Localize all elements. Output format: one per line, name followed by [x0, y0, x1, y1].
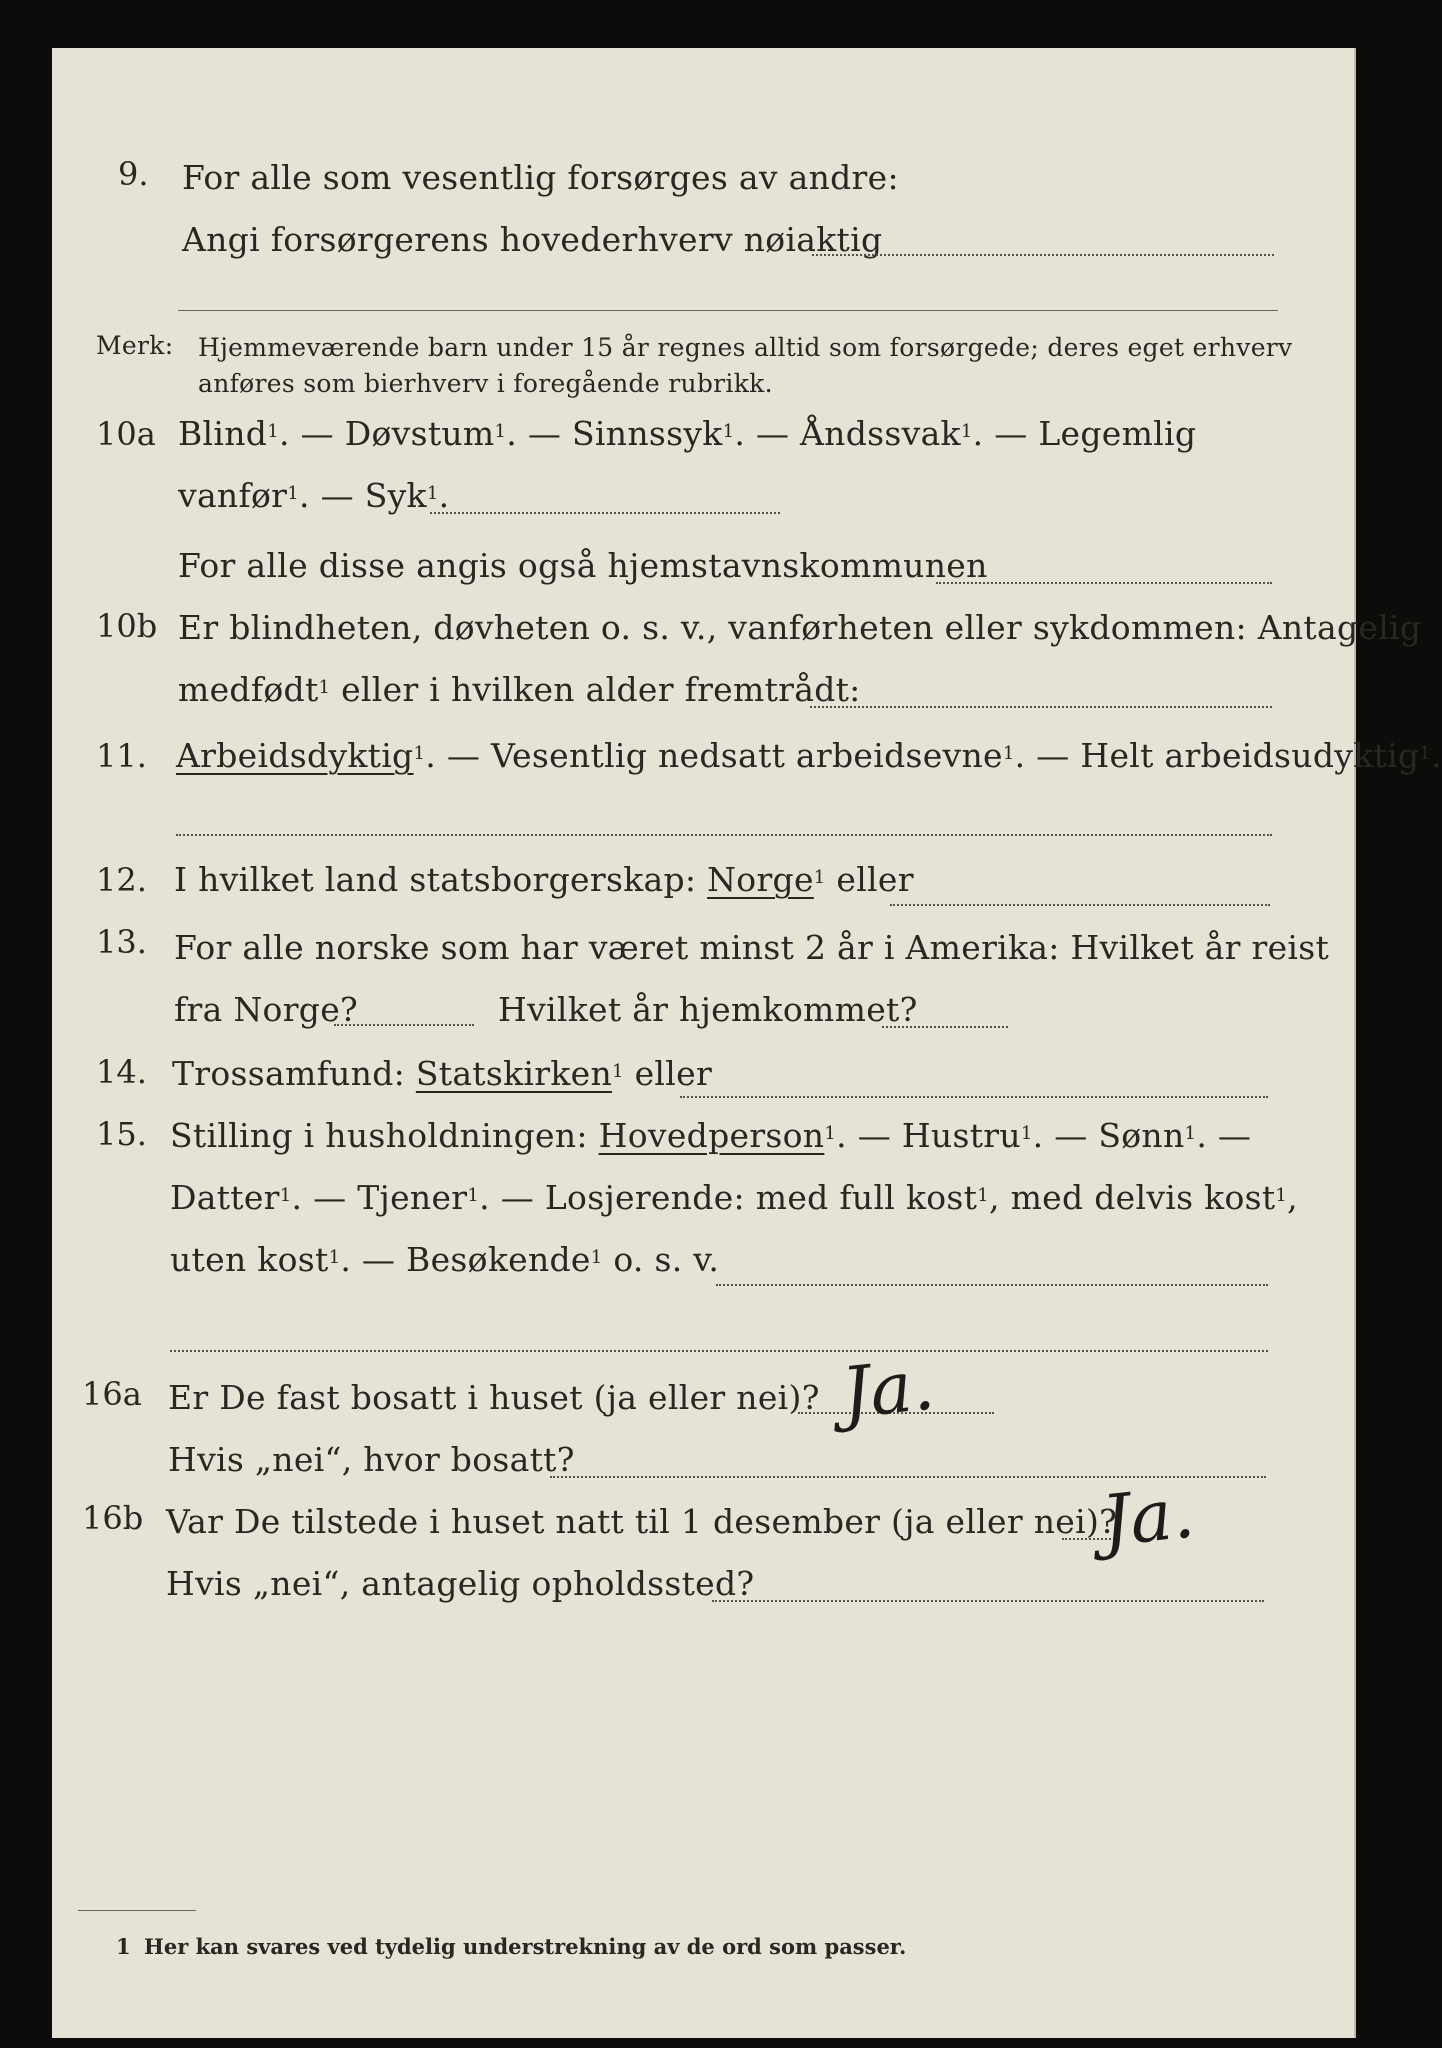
- opt-datter: Datter: [170, 1178, 280, 1217]
- q12-answer-line: [890, 904, 1270, 906]
- opt-arbeidsdyktig: Arbeidsdyktig: [176, 736, 414, 775]
- opt-tjener: Tjener: [357, 1178, 468, 1217]
- opt-besokende: Besøkende: [406, 1240, 591, 1279]
- opt-legemlig: Legemlig: [1038, 414, 1197, 453]
- q9-line2: Angi forsørgerens hovederhverv nøiaktig: [182, 220, 883, 259]
- q10a-number: 10a: [96, 415, 156, 453]
- opt-blind: Blind: [178, 414, 268, 453]
- q9-number: 9.: [118, 155, 149, 193]
- q10a-answer-line: [936, 582, 1272, 584]
- q10a-line2: vanfør$^1$. — Syk$^1$.: [178, 476, 450, 515]
- q12-line: I hvilket land statsborgerskap: Norge$^1$ eller: [174, 860, 914, 899]
- footnote-rule: [78, 1910, 196, 1911]
- q14-line: Trossamfund: Statskirken$^1$ eller: [172, 1054, 713, 1093]
- q16a-line2: Hvis „nei“, hvor bosatt?: [168, 1440, 575, 1479]
- opt-hustru: Hustru: [901, 1116, 1021, 1155]
- opt-vanfor: vanfør: [178, 476, 288, 515]
- opt-sonn: Sønn: [1098, 1116, 1185, 1155]
- opt-sinnssyk: Sinnssyk: [572, 414, 723, 453]
- opt-nedsatt: Vesentlig nedsatt arbeidsevne: [490, 736, 1003, 775]
- q16a-handwritten-answer: Ja.: [837, 1343, 939, 1435]
- opt-uten: uten kost: [170, 1240, 329, 1279]
- q13-reist-line: [334, 1024, 474, 1026]
- q13-hjem-label: Hvilket år hjemkommet?: [498, 990, 918, 1029]
- q11-answer-line: [176, 834, 1272, 836]
- q16b-line2: Hvis „nei“, antagelig opholdssted?: [166, 1564, 755, 1603]
- q15-second-line: [170, 1350, 1268, 1352]
- q14-answer-line: [680, 1096, 1268, 1098]
- q16b-line1: Var De tilstede i huset natt til 1 desember (ja eller nei)?: [166, 1502, 1118, 1541]
- opt-medfull: med full kost: [755, 1178, 978, 1217]
- opt-norge: Norge: [707, 860, 814, 899]
- q16b-number: 16b: [82, 1499, 144, 1537]
- merk-label: Merk:: [96, 331, 174, 360]
- q16a-number: 16a: [82, 1375, 142, 1413]
- q10a-syk-line: [430, 512, 780, 514]
- q10b-line1: Er blindheten, døvheten o. s. v., vanførheten eller sykdommen: Antagelig: [178, 608, 1422, 647]
- q16b-handwritten-answer: Ja.: [1097, 1471, 1199, 1563]
- q15-number: 15.: [96, 1115, 147, 1153]
- q13-line1: For alle norske som har været minst 2 år i Amerika: Hvilket år reist: [174, 928, 1330, 967]
- q15-line1: Stilling i husholdningen: Hovedperson$^1$. — Hustru$^1$. — Sønn$^1$. —: [170, 1116, 1252, 1155]
- q10a-line1: Blind$^1$. — Døvstum$^1$. — Sinnssyk$^1$. — Åndssvak$^1$. — Legemlig: [178, 414, 1197, 453]
- q15-answer-line: [716, 1284, 1268, 1286]
- q16a-line1: Er De fast bosatt i huset (ja eller nei)?: [168, 1378, 820, 1417]
- q13-number: 13.: [96, 923, 147, 961]
- opt-statskirken: Statskirken: [415, 1054, 613, 1093]
- opt-meddelvis: med delvis kost: [1010, 1178, 1276, 1217]
- q14-number: 14.: [96, 1053, 147, 1091]
- census-form-page: [52, 48, 1442, 2038]
- opt-medfodt: medfødt: [178, 670, 319, 709]
- q12-number: 12.: [96, 861, 147, 899]
- q16b-opphold-line: [712, 1600, 1264, 1602]
- footnote-mark: 1: [116, 1934, 131, 1959]
- q10b-answer-line: [810, 706, 1272, 708]
- opt-syk: Syk: [364, 476, 427, 515]
- opt-hovedperson: Hovedperson: [598, 1116, 825, 1155]
- q15-line3: uten kost$^1$. — Besøkende$^1$ o. s. v.: [170, 1240, 720, 1279]
- merk-line2: anføres som bierhverv i foregående rubrikk.: [198, 369, 773, 398]
- q9-answer-line: [812, 254, 1274, 256]
- q10b-line2: medfødt$^1$ eller i hvilken alder fremtrådt:: [178, 670, 861, 709]
- q11-line: Arbeidsdyktig$^1$. — Vesentlig nedsatt arbeidsevne$^1$. — Helt arbeidsudyktig$^1$.: [176, 736, 1442, 775]
- q9-second-line: [178, 310, 1278, 311]
- q10a-line3: For alle disse angis også hjemstavnskommunen: [178, 546, 988, 585]
- q13-reist-label: fra Norge?: [174, 990, 359, 1029]
- q15-line2: Datter$^1$. — Tjener$^1$. — Losjerende: med full kost$^1$, med delvis kost$^1$,: [170, 1178, 1298, 1217]
- opt-dovstum: Døvstum: [344, 414, 495, 453]
- q13-hjem-line: [882, 1026, 1008, 1028]
- q10b-number: 10b: [96, 607, 158, 645]
- opt-udyktig: Helt arbeidsudyktig: [1080, 736, 1420, 775]
- opt-andssvak: Åndssvak: [800, 414, 961, 453]
- q9-line1: For alle som vesentlig forsørges av andre:: [182, 158, 899, 197]
- footnote-text: Her kan svares ved tydelig understrekning av de ord som passer.: [144, 1934, 907, 1959]
- merk-line1: Hjemmeværende barn under 15 år regnes alltid som forsørgede; deres eget erhverv: [198, 333, 1293, 362]
- q11-number: 11.: [96, 737, 147, 775]
